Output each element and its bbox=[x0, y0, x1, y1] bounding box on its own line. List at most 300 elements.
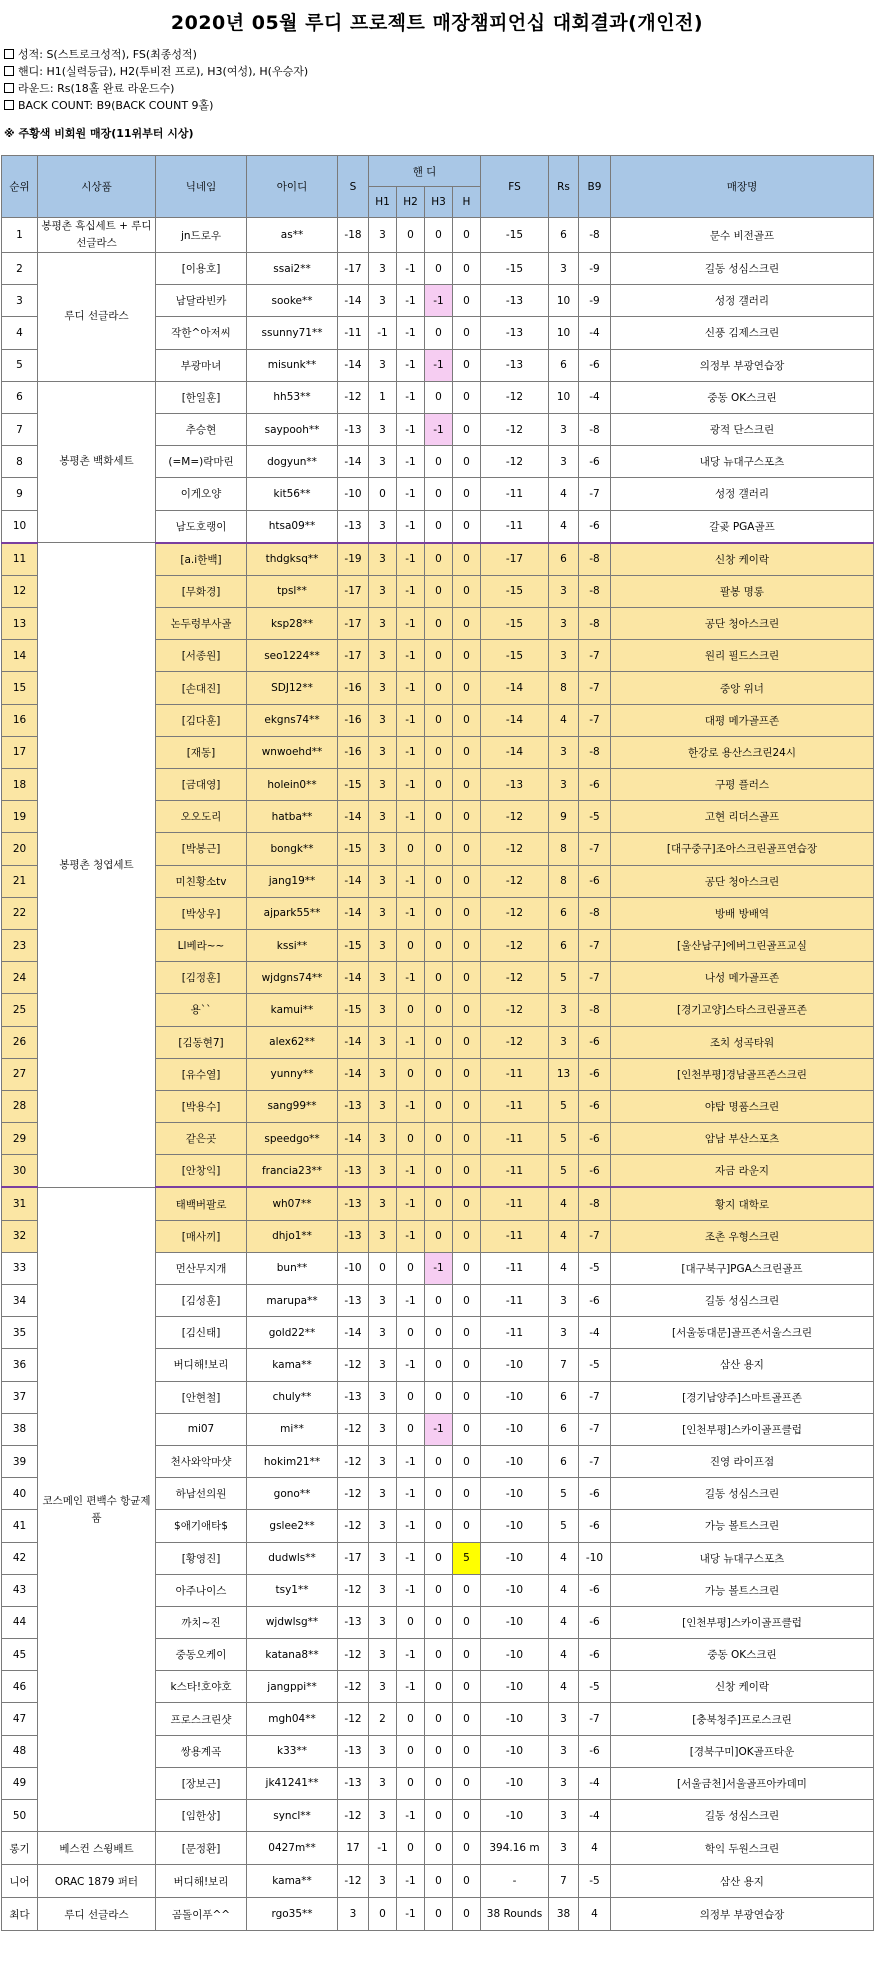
rs-cell: 3 bbox=[549, 640, 579, 672]
id-cell: kama** bbox=[247, 1349, 338, 1381]
h1-cell: 3 bbox=[369, 1058, 397, 1090]
id-cell: katana8** bbox=[247, 1639, 338, 1671]
id-cell: jk41241** bbox=[247, 1767, 338, 1799]
h3-cell: 0 bbox=[425, 218, 453, 253]
h-cell: 0 bbox=[453, 1606, 481, 1638]
id-cell: gold22** bbox=[247, 1317, 338, 1349]
id-cell: wjdwlsg** bbox=[247, 1606, 338, 1638]
s-cell: -13 bbox=[338, 1735, 369, 1767]
h2-cell: -1 bbox=[397, 317, 425, 349]
h1-cell: 3 bbox=[369, 285, 397, 317]
id-cell: francia23** bbox=[247, 1155, 338, 1188]
fs-cell: -10 bbox=[481, 1767, 549, 1799]
s-cell: -18 bbox=[338, 218, 369, 253]
prize-cell: 루디 선글라스 bbox=[38, 1898, 156, 1931]
store-cell: 구평 플러스 bbox=[611, 769, 874, 801]
s-cell: -13 bbox=[338, 413, 369, 445]
h1-cell: 3 bbox=[369, 1187, 397, 1220]
s-cell: -12 bbox=[338, 381, 369, 413]
id-cell: kssi** bbox=[247, 929, 338, 961]
table-row bbox=[2, 543, 874, 576]
nickname-cell: [이용호] bbox=[156, 253, 247, 285]
header-handi: 핸 디 bbox=[369, 156, 481, 187]
header-rank: 순위 bbox=[2, 156, 38, 218]
s-cell: -14 bbox=[338, 897, 369, 929]
store-cell: 원리 필드스크린 bbox=[611, 640, 874, 672]
h2-cell: -1 bbox=[397, 1800, 425, 1832]
b9-cell: -7 bbox=[579, 478, 611, 510]
fs-cell: -15 bbox=[481, 253, 549, 285]
nickname-cell: [재동] bbox=[156, 736, 247, 768]
h-cell: 0 bbox=[453, 349, 481, 381]
h2-cell: -1 bbox=[397, 769, 425, 801]
rank-cell: 50 bbox=[2, 1800, 38, 1832]
nickname-cell: [박용수] bbox=[156, 1090, 247, 1122]
b9-cell: -7 bbox=[579, 1413, 611, 1445]
h-cell: 0 bbox=[453, 1898, 481, 1931]
h-cell: 0 bbox=[453, 285, 481, 317]
s-cell: -14 bbox=[338, 285, 369, 317]
rs-cell: 3 bbox=[549, 1767, 579, 1799]
rs-cell: 6 bbox=[549, 1381, 579, 1413]
fs-cell: -12 bbox=[481, 994, 549, 1026]
nickname-cell: 태백버팔로 bbox=[156, 1187, 247, 1220]
rank-cell: 27 bbox=[2, 1058, 38, 1090]
fs-cell: -11 bbox=[481, 1123, 549, 1155]
store-cell: 갈곶 PGA골프 bbox=[611, 510, 874, 543]
id-cell: bun** bbox=[247, 1252, 338, 1284]
id-cell: sooke** bbox=[247, 285, 338, 317]
h1-cell: 3 bbox=[369, 510, 397, 543]
s-cell: -16 bbox=[338, 672, 369, 704]
b9-cell: -7 bbox=[579, 1703, 611, 1735]
h-cell: 0 bbox=[453, 1703, 481, 1735]
h2-cell: 0 bbox=[397, 1413, 425, 1445]
id-cell: saypooh** bbox=[247, 413, 338, 445]
h2-cell: -1 bbox=[397, 865, 425, 897]
store-cell: 나성 메가골프존 bbox=[611, 962, 874, 994]
fs-cell: -10 bbox=[481, 1478, 549, 1510]
fs-cell: -17 bbox=[481, 543, 549, 576]
fs-cell: -11 bbox=[481, 1252, 549, 1284]
rank-cell: 8 bbox=[2, 446, 38, 478]
b9-cell: -7 bbox=[579, 1220, 611, 1252]
h1-cell: 3 bbox=[369, 865, 397, 897]
b9-cell: -9 bbox=[579, 285, 611, 317]
h3-cell: 0 bbox=[425, 1671, 453, 1703]
h2-cell: -1 bbox=[397, 672, 425, 704]
h-cell: 0 bbox=[453, 1671, 481, 1703]
rs-cell: 3 bbox=[549, 608, 579, 640]
h2-cell: -1 bbox=[397, 381, 425, 413]
b9-cell: -6 bbox=[579, 1123, 611, 1155]
award-type-cell: 최다 bbox=[2, 1898, 38, 1931]
rank-cell: 26 bbox=[2, 1026, 38, 1058]
h1-cell: 3 bbox=[369, 1026, 397, 1058]
h-cell: 0 bbox=[453, 1187, 481, 1220]
s-cell: -13 bbox=[338, 1285, 369, 1317]
fs-cell: -12 bbox=[481, 801, 549, 833]
h3-cell: 0 bbox=[425, 1735, 453, 1767]
h2-cell: 0 bbox=[397, 1606, 425, 1638]
nickname-cell: 프로스크린샷 bbox=[156, 1703, 247, 1735]
h1-cell: 3 bbox=[369, 1155, 397, 1188]
store-cell: 가능 볼트스크린 bbox=[611, 1574, 874, 1606]
h2-cell: -1 bbox=[397, 285, 425, 317]
h-cell: 0 bbox=[453, 769, 481, 801]
store-cell: [서울동대문]골프존서울스크린 bbox=[611, 1317, 874, 1349]
nickname-cell: 곰돌이푸^^ bbox=[156, 1898, 247, 1931]
h1-cell: 3 bbox=[369, 253, 397, 285]
h2-cell: -1 bbox=[397, 446, 425, 478]
id-cell: seo1224** bbox=[247, 640, 338, 672]
h-cell: 0 bbox=[453, 672, 481, 704]
h-cell: 0 bbox=[453, 801, 481, 833]
h3-cell: 0 bbox=[425, 510, 453, 543]
nickname-cell: mi07 bbox=[156, 1413, 247, 1445]
store-cell: 방배 방배역 bbox=[611, 897, 874, 929]
h2-cell: -1 bbox=[397, 510, 425, 543]
h2-cell: -1 bbox=[397, 1574, 425, 1606]
rs-cell: 13 bbox=[549, 1058, 579, 1090]
table-row bbox=[2, 1187, 874, 1220]
h3-cell: 0 bbox=[425, 1058, 453, 1090]
h2-cell: -1 bbox=[397, 1865, 425, 1898]
award-type-cell: 니어 bbox=[2, 1865, 38, 1898]
rank-cell: 19 bbox=[2, 801, 38, 833]
prize-cell: 루디 선글라스 bbox=[38, 253, 156, 382]
h1-cell: 3 bbox=[369, 608, 397, 640]
legend bbox=[4, 46, 308, 114]
rank-cell: 20 bbox=[2, 833, 38, 865]
h2-cell: 0 bbox=[397, 1317, 425, 1349]
fs-cell: -10 bbox=[481, 1671, 549, 1703]
h1-cell: 1 bbox=[369, 381, 397, 413]
b9-cell: -6 bbox=[579, 510, 611, 543]
nickname-cell: 천사와악마샷 bbox=[156, 1445, 247, 1477]
rank-cell: 2 bbox=[2, 253, 38, 285]
store-cell: 성정 갤러리 bbox=[611, 285, 874, 317]
store-cell: 공단 청아스크린 bbox=[611, 608, 874, 640]
store-cell: 대평 메가골프존 bbox=[611, 704, 874, 736]
b9-cell: -6 bbox=[579, 865, 611, 897]
rs-cell: 5 bbox=[549, 1478, 579, 1510]
h-cell: 0 bbox=[453, 1832, 481, 1865]
fs-cell: -12 bbox=[481, 865, 549, 897]
b9-cell: -8 bbox=[579, 218, 611, 253]
rs-cell: 3 bbox=[549, 1800, 579, 1832]
h1-cell: 3 bbox=[369, 672, 397, 704]
store-cell: 신풍 김제스크린 bbox=[611, 317, 874, 349]
nickname-cell: [서종원] bbox=[156, 640, 247, 672]
rank-cell: 36 bbox=[2, 1349, 38, 1381]
s-cell: -14 bbox=[338, 801, 369, 833]
rs-cell: 6 bbox=[549, 349, 579, 381]
rs-cell: 6 bbox=[549, 543, 579, 576]
h3-cell: -1 bbox=[425, 285, 453, 317]
h-cell: 0 bbox=[453, 1026, 481, 1058]
b9-cell: -7 bbox=[579, 1445, 611, 1477]
h3-cell: 0 bbox=[425, 672, 453, 704]
id-cell: hokim21** bbox=[247, 1445, 338, 1477]
store-cell: 암남 부산스포츠 bbox=[611, 1123, 874, 1155]
h3-cell: 0 bbox=[425, 801, 453, 833]
h1-cell: 3 bbox=[369, 349, 397, 381]
b9-cell: -6 bbox=[579, 1478, 611, 1510]
rs-cell: 5 bbox=[549, 1123, 579, 1155]
rank-cell: 43 bbox=[2, 1574, 38, 1606]
h3-cell: 0 bbox=[425, 1606, 453, 1638]
id-cell: kamui** bbox=[247, 994, 338, 1026]
fs-cell: -10 bbox=[481, 1445, 549, 1477]
fs-cell: -14 bbox=[481, 672, 549, 704]
rank-cell: 47 bbox=[2, 1703, 38, 1735]
store-cell: 삼산 용지 bbox=[611, 1349, 874, 1381]
rank-cell: 42 bbox=[2, 1542, 38, 1574]
special-award-row bbox=[2, 1865, 874, 1898]
fs-cell: -15 bbox=[481, 640, 549, 672]
store-cell: 길동 성심스크린 bbox=[611, 253, 874, 285]
id-cell: ssai2** bbox=[247, 253, 338, 285]
header-fs: FS bbox=[481, 156, 549, 218]
id-cell: kama** bbox=[247, 1865, 338, 1898]
h3-cell: 0 bbox=[425, 962, 453, 994]
h-cell: 0 bbox=[453, 1639, 481, 1671]
h2-cell: -1 bbox=[397, 1639, 425, 1671]
nickname-cell: 중동오케이 bbox=[156, 1639, 247, 1671]
rank-cell: 12 bbox=[2, 575, 38, 607]
nickname-cell: 버디해!보리 bbox=[156, 1349, 247, 1381]
h3-cell: 0 bbox=[425, 1187, 453, 1220]
header-store: 매장명 bbox=[611, 156, 874, 218]
header-h3: H3 bbox=[425, 187, 453, 218]
nickname-cell: [매사끼] bbox=[156, 1220, 247, 1252]
b9-cell: -6 bbox=[579, 1735, 611, 1767]
rank-cell: 11 bbox=[2, 543, 38, 576]
b9-cell: -6 bbox=[579, 349, 611, 381]
rs-cell: 4 bbox=[549, 1606, 579, 1638]
s-cell: -13 bbox=[338, 1090, 369, 1122]
rank-cell: 44 bbox=[2, 1606, 38, 1638]
rank-cell: 15 bbox=[2, 672, 38, 704]
s-cell: -13 bbox=[338, 1767, 369, 1799]
h-cell: 0 bbox=[453, 1220, 481, 1252]
id-cell: holein0** bbox=[247, 769, 338, 801]
h-cell: 0 bbox=[453, 510, 481, 543]
rank-cell: 14 bbox=[2, 640, 38, 672]
s-cell: -15 bbox=[338, 769, 369, 801]
h-cell: 0 bbox=[453, 1252, 481, 1284]
h3-cell: 0 bbox=[425, 833, 453, 865]
b9-cell: -6 bbox=[579, 1285, 611, 1317]
h3-cell: 0 bbox=[425, 1832, 453, 1865]
h-cell: 0 bbox=[453, 478, 481, 510]
rs-cell: 3 bbox=[549, 1026, 579, 1058]
h3-cell: 0 bbox=[425, 704, 453, 736]
id-cell: jangppi** bbox=[247, 1671, 338, 1703]
rs-cell: 4 bbox=[549, 704, 579, 736]
h-cell: 0 bbox=[453, 1510, 481, 1542]
b9-cell: -6 bbox=[579, 769, 611, 801]
h2-cell: 0 bbox=[397, 1058, 425, 1090]
rank-cell: 45 bbox=[2, 1639, 38, 1671]
h3-cell: 0 bbox=[425, 1898, 453, 1931]
nickname-cell: [무화경] bbox=[156, 575, 247, 607]
store-cell: 팔봉 명롱 bbox=[611, 575, 874, 607]
id-cell: ekgns74** bbox=[247, 704, 338, 736]
rank-cell: 41 bbox=[2, 1510, 38, 1542]
store-cell: [경북구미]OK골프타운 bbox=[611, 1735, 874, 1767]
id-cell: hatba** bbox=[247, 801, 338, 833]
nickname-cell: [손대진] bbox=[156, 672, 247, 704]
h1-cell: 3 bbox=[369, 218, 397, 253]
special-award-row bbox=[2, 1832, 874, 1865]
h2-cell: -1 bbox=[397, 1671, 425, 1703]
id-cell: gono** bbox=[247, 1478, 338, 1510]
checkbox-icon bbox=[4, 66, 14, 76]
s-cell: -12 bbox=[338, 1639, 369, 1671]
h1-cell: 3 bbox=[369, 1510, 397, 1542]
fs-cell: -10 bbox=[481, 1542, 549, 1574]
rank-cell: 34 bbox=[2, 1285, 38, 1317]
rank-cell: 39 bbox=[2, 1445, 38, 1477]
prize-cell: 베스컨 스윙배트 bbox=[38, 1832, 156, 1865]
rank-cell: 31 bbox=[2, 1187, 38, 1220]
s-cell: -12 bbox=[338, 1865, 369, 1898]
fs-cell: -10 bbox=[481, 1703, 549, 1735]
b9-cell: -4 bbox=[579, 1800, 611, 1832]
s-cell: -12 bbox=[338, 1445, 369, 1477]
id-cell: jang19** bbox=[247, 865, 338, 897]
note-orange-store: ※ 주황색 비회원 매장(11위부터 시상) bbox=[4, 127, 194, 140]
nickname-cell: 오오도리 bbox=[156, 801, 247, 833]
h1-cell: 3 bbox=[369, 1090, 397, 1122]
id-cell: ssunny71** bbox=[247, 317, 338, 349]
rank-cell: 35 bbox=[2, 1317, 38, 1349]
h-cell: 0 bbox=[453, 1800, 481, 1832]
nickname-cell: 부광마녀 bbox=[156, 349, 247, 381]
h2-cell: -1 bbox=[397, 1026, 425, 1058]
s-cell: -13 bbox=[338, 1220, 369, 1252]
id-cell: ajpark55** bbox=[247, 897, 338, 929]
header-h: H bbox=[453, 187, 481, 218]
prize-cell: 봉평촌 청엽세트 bbox=[38, 543, 156, 1188]
rank-cell: 24 bbox=[2, 962, 38, 994]
rs-cell: 10 bbox=[549, 317, 579, 349]
id-cell: k33** bbox=[247, 1735, 338, 1767]
h2-cell: -1 bbox=[397, 640, 425, 672]
b9-cell: -6 bbox=[579, 1026, 611, 1058]
store-cell: [경기남양주]스마트골프존 bbox=[611, 1381, 874, 1413]
b9-cell: -7 bbox=[579, 640, 611, 672]
b9-cell: -8 bbox=[579, 413, 611, 445]
b9-cell: -7 bbox=[579, 833, 611, 865]
h1-cell: 3 bbox=[369, 1445, 397, 1477]
h3-cell: 0 bbox=[425, 1478, 453, 1510]
id-cell: alex62** bbox=[247, 1026, 338, 1058]
rs-cell: 6 bbox=[549, 1445, 579, 1477]
rs-cell: 4 bbox=[549, 1671, 579, 1703]
h-cell: 0 bbox=[453, 575, 481, 607]
rs-cell: 3 bbox=[549, 575, 579, 607]
store-cell: [서울금천]서울골프아카데미 bbox=[611, 1767, 874, 1799]
table-body bbox=[2, 218, 874, 1931]
rank-cell: 33 bbox=[2, 1252, 38, 1284]
s-cell: -12 bbox=[338, 1574, 369, 1606]
h1-cell: 3 bbox=[369, 1574, 397, 1606]
header-nickname: 닉네임 bbox=[156, 156, 247, 218]
s-cell: -16 bbox=[338, 736, 369, 768]
h-cell: 0 bbox=[453, 1090, 481, 1122]
id-cell: mgh04** bbox=[247, 1703, 338, 1735]
h3-cell: 0 bbox=[425, 897, 453, 929]
legend-item-handi: 핸디: H1(실력등급), H2(투비전 프로), H3(여성), H(우승자) bbox=[4, 63, 308, 80]
h3-cell: 0 bbox=[425, 736, 453, 768]
nickname-cell: k스타!호야호 bbox=[156, 1671, 247, 1703]
rank-cell: 25 bbox=[2, 994, 38, 1026]
s-cell: -12 bbox=[338, 1478, 369, 1510]
rs-cell: 9 bbox=[549, 801, 579, 833]
fs-cell: -14 bbox=[481, 704, 549, 736]
h-cell: 0 bbox=[453, 381, 481, 413]
nickname-cell: [박봉근] bbox=[156, 833, 247, 865]
rs-cell: 3 bbox=[549, 446, 579, 478]
id-cell: hh53** bbox=[247, 381, 338, 413]
h1-cell: 3 bbox=[369, 1349, 397, 1381]
h1-cell: 3 bbox=[369, 575, 397, 607]
rs-cell: 6 bbox=[549, 897, 579, 929]
h-cell: 0 bbox=[453, 736, 481, 768]
fs-cell: 394.16 m bbox=[481, 1832, 549, 1865]
rs-cell: 10 bbox=[549, 285, 579, 317]
store-cell: [인천부평]스카이골프클럽 bbox=[611, 1606, 874, 1638]
h2-cell: 0 bbox=[397, 1252, 425, 1284]
h1-cell: 3 bbox=[369, 543, 397, 576]
rank-cell: 22 bbox=[2, 897, 38, 929]
rs-cell: 6 bbox=[549, 929, 579, 961]
fs-cell: -11 bbox=[481, 1090, 549, 1122]
s-cell: -15 bbox=[338, 833, 369, 865]
id-cell: mi** bbox=[247, 1413, 338, 1445]
rs-cell: 3 bbox=[549, 1832, 579, 1865]
rank-cell: 23 bbox=[2, 929, 38, 961]
b9-cell: -5 bbox=[579, 1349, 611, 1381]
h2-cell: -1 bbox=[397, 801, 425, 833]
h3-cell: 0 bbox=[425, 317, 453, 349]
fs-cell: -12 bbox=[481, 833, 549, 865]
fs-cell: -12 bbox=[481, 446, 549, 478]
store-cell: 공단 청아스크린 bbox=[611, 865, 874, 897]
s-cell: -14 bbox=[338, 1058, 369, 1090]
h1-cell: 3 bbox=[369, 1478, 397, 1510]
h-cell: 0 bbox=[453, 833, 481, 865]
fs-cell: -10 bbox=[481, 1606, 549, 1638]
b9-cell: -5 bbox=[579, 1865, 611, 1898]
h2-cell: 0 bbox=[397, 1832, 425, 1865]
h1-cell: 3 bbox=[369, 1767, 397, 1799]
fs-cell: -12 bbox=[481, 962, 549, 994]
s-cell: -14 bbox=[338, 349, 369, 381]
h2-cell: -1 bbox=[397, 478, 425, 510]
nickname-cell: 남달라빈카 bbox=[156, 285, 247, 317]
store-cell: 내당 뉴대구스포츠 bbox=[611, 446, 874, 478]
s-cell: -12 bbox=[338, 1703, 369, 1735]
b9-cell: -8 bbox=[579, 543, 611, 576]
h2-cell: -1 bbox=[397, 1090, 425, 1122]
store-cell: 길동 성심스크린 bbox=[611, 1800, 874, 1832]
h1-cell: 0 bbox=[369, 1252, 397, 1284]
fs-cell: -10 bbox=[481, 1413, 549, 1445]
